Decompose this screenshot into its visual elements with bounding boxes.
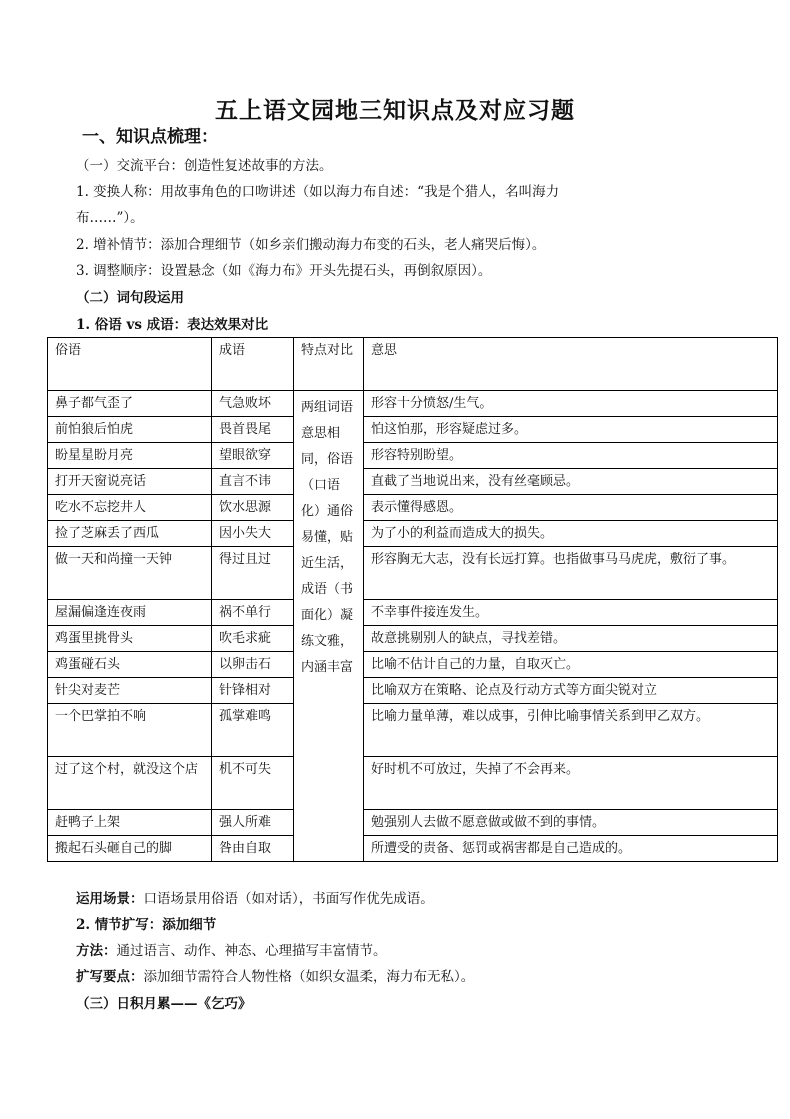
table-row <box>48 757 778 810</box>
meaning-cell: 怕这怕那，形容疑虑过多。 <box>364 417 778 443</box>
table-row <box>48 704 778 757</box>
suyu-cell: 捡了芝麻丢了西瓜 <box>48 521 212 547</box>
meaning-cell: 所遭受的责备、惩罚或祸害都是自己造成的。 <box>364 836 778 862</box>
table-row <box>48 495 778 521</box>
table-row <box>48 678 778 704</box>
chengyu-cell: 畏首畏尾 <box>212 417 294 443</box>
chengyu-cell: 望眼欲穿 <box>212 443 294 469</box>
method-label: 方法： <box>76 943 117 959</box>
suyu-cell: 鸡蛋里挑骨头 <box>48 626 212 652</box>
chengyu-cell: 针锋相对 <box>212 678 294 704</box>
suyu-cell: 针尖对麦芒 <box>48 678 212 704</box>
table-row <box>48 521 778 547</box>
chengyu-cell: 机不可失 <box>212 757 294 810</box>
suyu-cell: 做一天和尚撞一天钟 <box>48 547 212 600</box>
sub1-item1-line1: 1. 变换人称：用故事角色的口吻讲述（如以海力布自述：“我是个猎人，名叫海力 <box>76 184 560 200</box>
section1-heading: 一、知识点梳理： <box>82 127 218 147</box>
suyu-cell: 前怕狼后怕虎 <box>48 417 212 443</box>
method-text: 通过语言、动作、神态、心理描写丰富情节。 <box>116 943 387 959</box>
suyu-cell: 屋漏偏逢连夜雨 <box>48 600 212 626</box>
chengyu-cell: 直言不讳 <box>212 469 294 495</box>
table-heading: 1. 俗语 vs 成语：表达效果对比 <box>76 317 269 333</box>
col-header-feature: 特点对比 <box>294 338 364 391</box>
table-header-row <box>48 338 778 391</box>
sub3-heading: （三）日积月累——《乞巧》 <box>76 996 252 1012</box>
table-row <box>48 600 778 626</box>
meaning-cell: 表示懂得感恩。 <box>364 495 778 521</box>
suyu-cell: 打开天窗说亮话 <box>48 469 212 495</box>
col-header-meaning: 意思 <box>364 338 778 391</box>
comparison-table <box>47 337 778 862</box>
usage-label: 运用场景： <box>76 891 144 907</box>
table-row <box>48 443 778 469</box>
table-row <box>48 810 778 836</box>
meaning-cell: 勉强别人去做不愿意做或做不到的事情。 <box>364 810 778 836</box>
page-title: 五上语文园地三知识点及对应习题 <box>215 97 575 124</box>
meaning-cell: 比喻双方在策略、论点及行动方式等方面尖锐对立 <box>364 678 778 704</box>
meaning-cell: 为了小的利益而造成大的损失。 <box>364 521 778 547</box>
chengyu-cell: 孤掌难鸣 <box>212 704 294 757</box>
suyu-cell: 过了这个村，就没这个店 <box>48 757 212 810</box>
meaning-cell: 好时机不可放过，失掉了不会再来。 <box>364 757 778 810</box>
table-row <box>48 469 778 495</box>
chengyu-cell: 咎由自取 <box>212 836 294 862</box>
key-points-line <box>76 968 474 986</box>
sub1-item3: 3. 调整顺序：设置悬念（如《海力布》开头先提石头，再倒叙原因）。 <box>76 263 492 279</box>
suyu-cell: 盼星星盼月亮 <box>48 443 212 469</box>
meaning-cell: 形容十分愤怒/生气。 <box>364 391 778 417</box>
col-header-chengyu: 成语 <box>212 338 294 391</box>
chengyu-cell: 祸不单行 <box>212 600 294 626</box>
suyu-cell: 搬起石头砸自己的脚 <box>48 836 212 862</box>
feature-cell: 两组词语意思相同，俗语（口语化）通俗易懂，贴近生活，成语（书面化）凝练文雅，内涵丰富 <box>294 391 364 862</box>
meaning-cell: 比喻不估计自己的力量，自取灭亡。 <box>364 652 778 678</box>
sub2-heading: （二）词句段运用 <box>76 290 184 306</box>
meaning-cell: 形容特别盼望。 <box>364 443 778 469</box>
suyu-cell: 鸡蛋碰石头 <box>48 652 212 678</box>
method-line <box>76 942 387 960</box>
sub1-item2: 2. 增补情节：添加合理细节（如乡亲们搬动海力布变的石头，老人痛哭后悔）。 <box>76 237 546 253</box>
sub1-heading: （一）交流平台：创造性复述故事的方法。 <box>76 158 333 174</box>
chengyu-cell: 吹毛求疵 <box>212 626 294 652</box>
chengyu-cell: 得过且过 <box>212 547 294 600</box>
col-header-suyu: 俗语 <box>48 338 212 391</box>
meaning-cell: 直截了当地说出来，没有丝毫顾忌。 <box>364 469 778 495</box>
suyu-cell: 赶鸭子上架 <box>48 810 212 836</box>
table-row <box>48 652 778 678</box>
chengyu-cell: 以卵击石 <box>212 652 294 678</box>
sub1-item1-line2: 布……”）。 <box>76 210 144 226</box>
chengyu-cell: 气急败坏 <box>212 391 294 417</box>
meaning-cell: 比喻力量单薄，难以成事，引伸比喻事情关系到甲乙双方。 <box>364 704 778 757</box>
chengyu-cell: 因小失大 <box>212 521 294 547</box>
meaning-cell: 不幸事件接连发生。 <box>364 600 778 626</box>
chengyu-cell: 强人所难 <box>212 810 294 836</box>
meaning-cell: 故意挑剔别人的缺点，寻找差错。 <box>364 626 778 652</box>
key-points-text: 添加细节需符合人物性格（如织女温柔，海力布无私）。 <box>143 969 475 985</box>
table-row <box>48 417 778 443</box>
table-row <box>48 836 778 862</box>
chengyu-cell: 饮水思源 <box>212 495 294 521</box>
table-row <box>48 391 778 417</box>
usage-text: 口语场景用俗语（如对话），书面写作优先成语。 <box>143 891 434 907</box>
suyu-cell: 吃水不忘挖井人 <box>48 495 212 521</box>
table-row <box>48 626 778 652</box>
key-points-label: 扩写要点： <box>76 969 144 985</box>
table-row <box>48 547 778 600</box>
meaning-cell: 形容胸无大志，没有长远打算。也指做事马马虎虎，敷衍了事。 <box>364 547 778 600</box>
item2-heading: 2. 情节扩写：添加细节 <box>76 917 217 933</box>
usage-line <box>76 890 434 908</box>
suyu-cell: 鼻子都气歪了 <box>48 391 212 417</box>
suyu-cell: 一个巴掌拍不响 <box>48 704 212 757</box>
